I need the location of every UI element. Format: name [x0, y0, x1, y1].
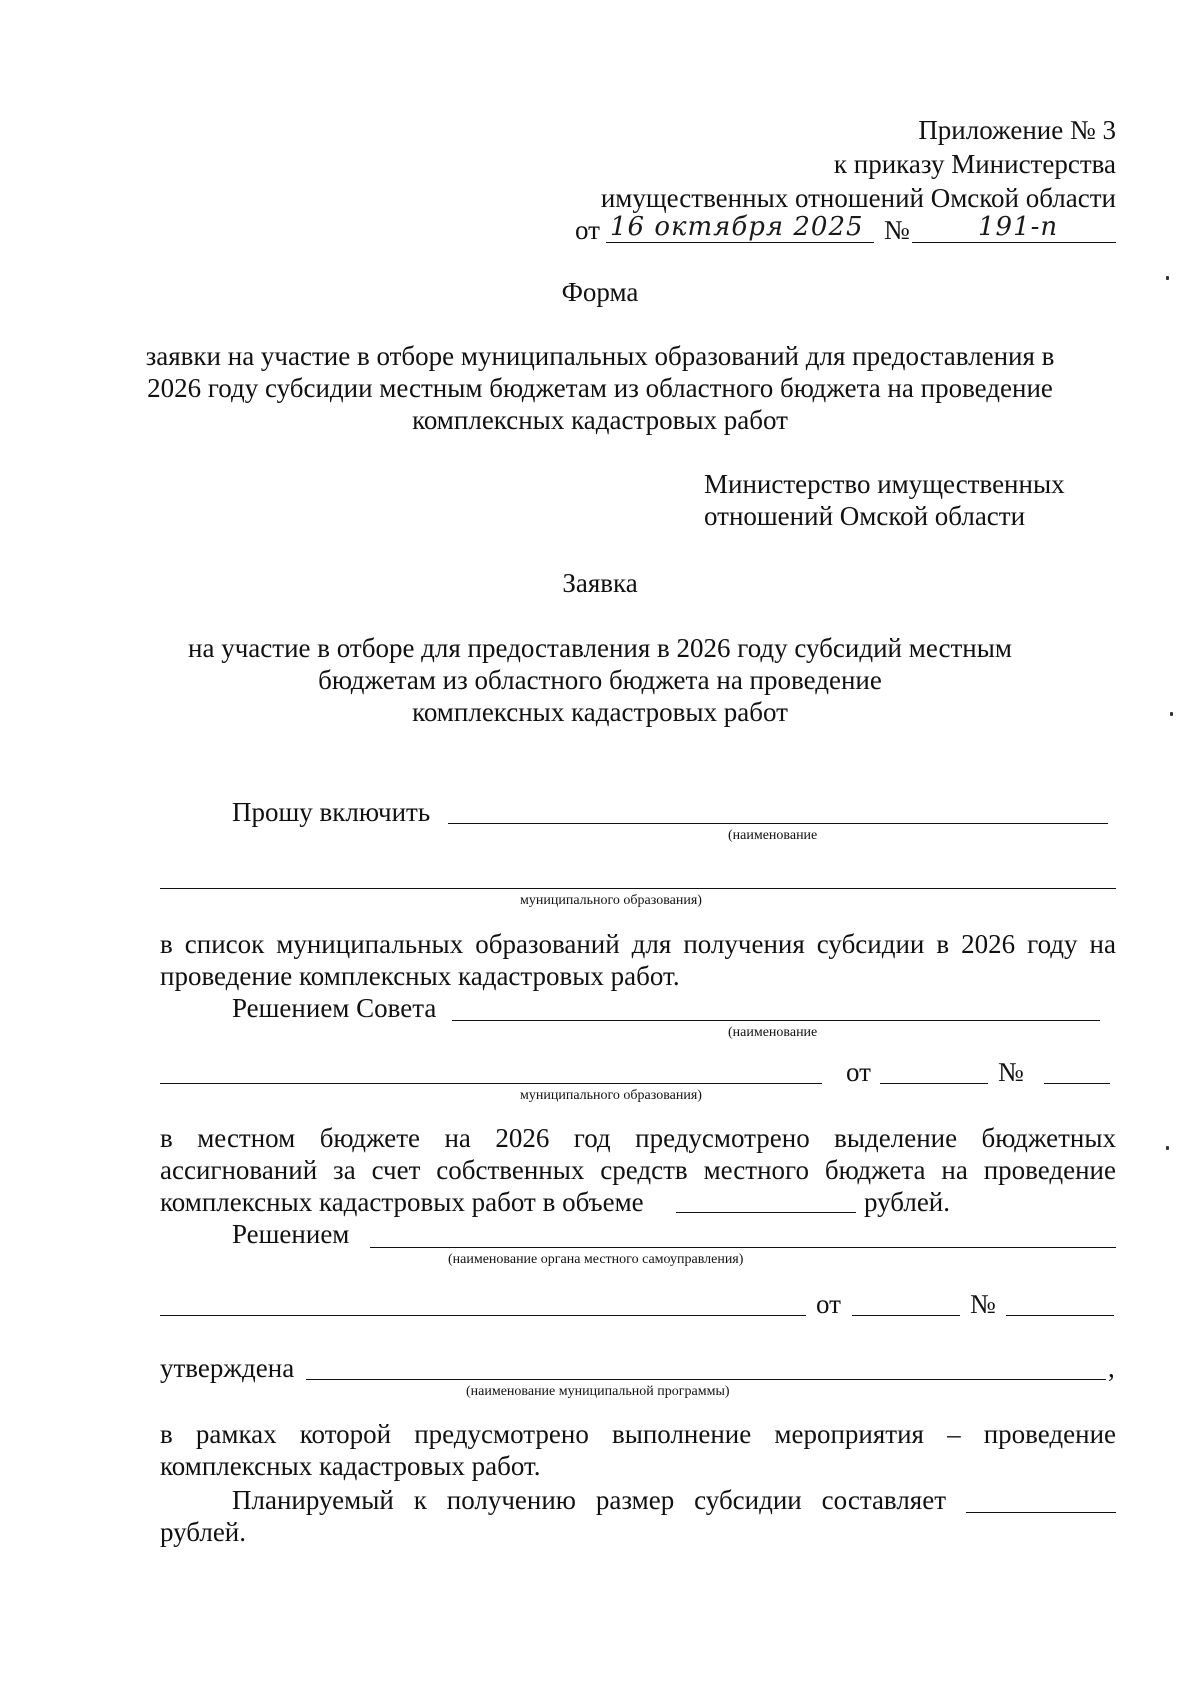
subsidy-amount-line[interactable] — [966, 1512, 1116, 1513]
budget-text-line-1: в местном бюджете на 2026 год предусмотрено выделение бюджетных — [160, 1123, 1116, 1153]
council-date-line[interactable] — [880, 1083, 988, 1084]
list-text-line-2: проведение комплексных кадастровых работ. — [160, 961, 680, 991]
application-title-line-3: комплексных кадастровых работ — [412, 697, 788, 727]
council-name-line[interactable] — [452, 1020, 1100, 1021]
application-label: Заявка — [562, 568, 638, 598]
decision-number-line[interactable] — [1006, 1315, 1114, 1316]
number-label: № — [998, 1057, 1024, 1087]
approved-suffix: , — [1108, 1353, 1115, 1383]
form-title-line-3: комплексных кадастровых работ — [412, 405, 788, 435]
request-prefix: Прошу включить — [232, 797, 431, 827]
caption-program: (наименование муниципальной программы) — [466, 1384, 730, 1399]
scan-speck — [1166, 276, 1169, 280]
appendix-number: Приложение № 3 — [918, 115, 1116, 145]
form-label: Форма — [561, 277, 639, 307]
program-text-line-1: в рамках которой предусмотрено выполнение мероприятия – проведение — [160, 1419, 1116, 1449]
handwritten-date: 16 октября 2025 — [610, 212, 864, 242]
budget-text-line-2: ассигнований за счет собственных средств местного бюджета на проведение — [160, 1155, 1116, 1185]
from-label-2: от — [816, 1289, 841, 1319]
application-title-line-2: бюджетам из областного бюджета на проведение — [318, 665, 882, 695]
council-prefix: Решением Совета — [232, 993, 437, 1023]
municipality-name-line-2[interactable] — [160, 888, 1116, 889]
council-municipality-line[interactable] — [160, 1083, 822, 1084]
from-label: от — [846, 1057, 871, 1087]
caption-municipality-2: муниципального образования) — [520, 1088, 702, 1103]
ministry-name: имущественных отношений Омской области — [600, 183, 1116, 213]
decision-body-line[interactable] — [160, 1315, 806, 1316]
caption-body: (наименование органа местного самоуправления) — [448, 1252, 744, 1267]
subsidy-text-line-1: Планируемый к получению размер субсидии составляет — [232, 1485, 946, 1515]
program-text-line-2: комплексных кадастровых работ. — [160, 1451, 541, 1481]
program-name-line[interactable] — [306, 1379, 1106, 1380]
form-title-line-2: 2026 году субсидии местным бюджетам из областного бюджета на проведение — [147, 373, 1053, 403]
number-line — [912, 242, 1116, 243]
addressee-line-1: Министерство имущественных — [704, 469, 1065, 499]
subsidy-text-line-2: рублей. — [160, 1517, 247, 1547]
decision-prefix: Решением — [232, 1219, 350, 1249]
budget-text-line-3: комплексных кадастровых работ в объеме — [160, 1187, 644, 1217]
approved-prefix: утверждена — [160, 1353, 295, 1383]
caption-name: (наименование — [728, 828, 818, 843]
council-number-line[interactable] — [1044, 1083, 1110, 1084]
form-title-line-1: заявки на участие в отборе муниципальных образований для предоставления в — [145, 341, 1055, 371]
caption-municipality: муниципального образования) — [520, 893, 702, 908]
number-label-2: № — [970, 1289, 996, 1319]
list-text-line-1: в список муниципальных образований для получения субсидии в 2026 году на — [160, 929, 1116, 959]
scan-speck — [1170, 712, 1173, 716]
number-prefix: № — [884, 215, 910, 245]
caption-name-2: (наименование — [728, 1025, 818, 1040]
budget-amount-line[interactable] — [676, 1212, 856, 1213]
addressee-line-2: отношений Омской области — [704, 501, 1026, 531]
application-title-line-1: на участие в отборе для предоставления в 2026 году субсидий местным — [188, 633, 1012, 663]
body-name-line[interactable] — [370, 1247, 1116, 1248]
order-reference: к приказу Министерства — [833, 149, 1116, 179]
scan-speck — [1166, 1146, 1169, 1150]
handwritten-number: 191-п — [978, 212, 1059, 242]
municipality-name-line[interactable] — [448, 823, 1108, 824]
decision-date-line[interactable] — [852, 1315, 960, 1316]
from-prefix: от — [575, 215, 600, 245]
budget-currency: рублей. — [864, 1187, 951, 1217]
date-line — [606, 242, 874, 243]
